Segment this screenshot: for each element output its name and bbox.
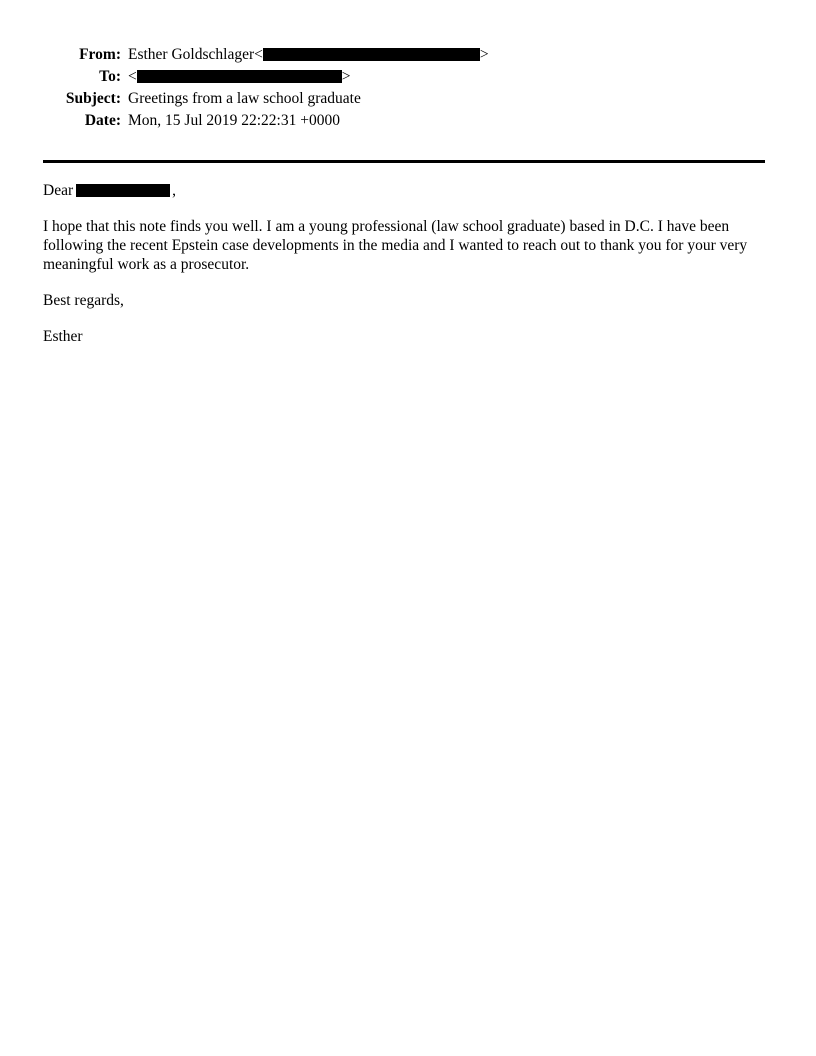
from-sender-name: Esther Goldschlager <box>128 46 255 63</box>
from-close-angle: > <box>479 46 489 63</box>
from-address-redaction <box>263 48 480 61</box>
from-open-angle: < <box>254 46 263 63</box>
to-close-angle: > <box>341 68 351 85</box>
header-row-subject <box>43 88 773 110</box>
header-body-divider <box>43 160 765 163</box>
to-open-angle: < <box>128 68 137 85</box>
salutation-line <box>43 181 758 200</box>
subject-label: Subject: <box>65 90 121 107</box>
subject-value <box>128 88 773 110</box>
salutation-suffix: , <box>172 182 176 199</box>
to-label: To: <box>99 68 121 85</box>
closing-line: Best regards, <box>43 292 124 309</box>
to-address-redaction <box>137 70 342 83</box>
email-body <box>43 181 758 363</box>
recipient-name-redaction <box>76 184 170 197</box>
to-value <box>128 66 773 88</box>
salutation-prefix: Dear <box>43 182 74 199</box>
date-value <box>128 110 773 132</box>
header-row-to <box>43 66 773 88</box>
header-row-date <box>43 110 773 132</box>
from-label: From: <box>79 46 121 63</box>
header-row-from <box>43 44 773 66</box>
email-header <box>43 44 773 132</box>
date-label: Date: <box>84 112 121 129</box>
subject-text: Greetings from a law school graduate <box>128 90 361 107</box>
date-text: Mon, 15 Jul 2019 22:22:31 +0000 <box>128 112 340 129</box>
from-value <box>128 44 773 66</box>
body-paragraph: I hope that this note finds you well. I am a young professional (law school graduate) based in D.C. I have been following the recent Epstein case developments in the media and I wanted to reach out to thank you for your very meaningful work as a prosecutor. <box>43 218 748 273</box>
signature-line: Esther <box>43 328 83 345</box>
